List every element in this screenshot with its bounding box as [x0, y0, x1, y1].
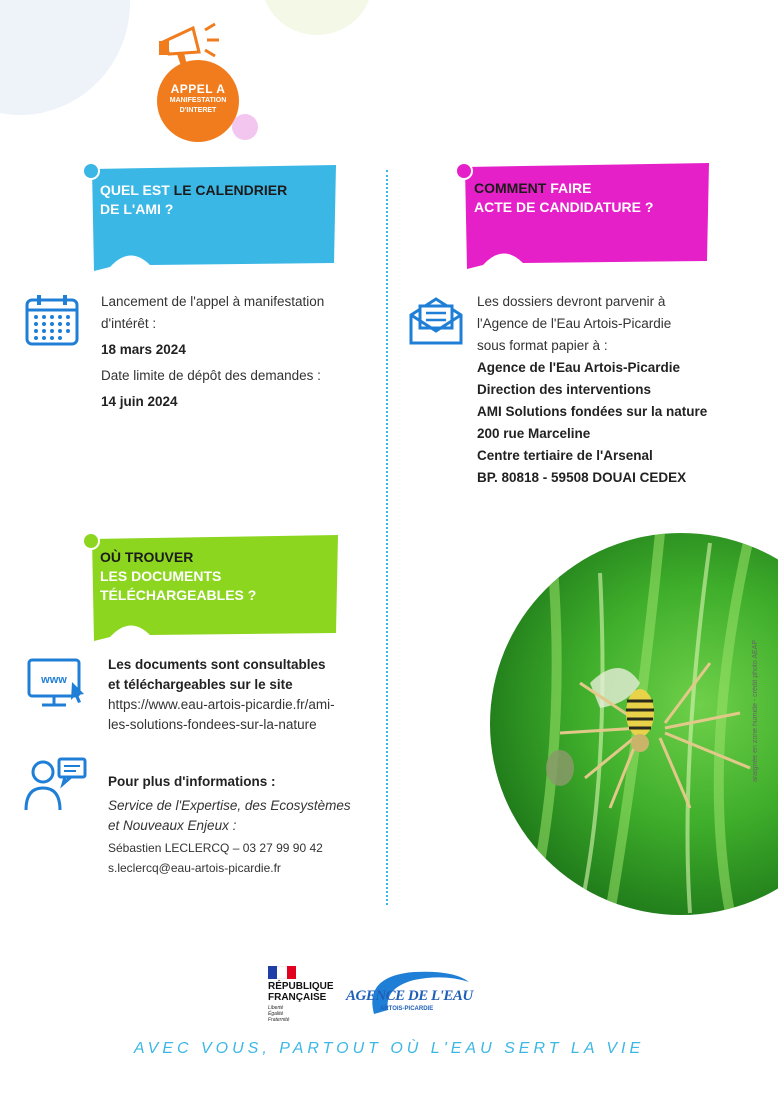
documents-body — [108, 655, 383, 735]
decor-circle-left — [0, 0, 130, 115]
address-line4: 200 rue Marceline — [477, 426, 591, 441]
calendar-icon — [24, 292, 80, 348]
contact-icon — [23, 756, 89, 814]
documents-bold-line2: et téléchargeables sur le site — [108, 677, 293, 692]
address-line1: Agence de l'Eau Artois-Picardie — [477, 360, 681, 375]
documents-url-line2[interactable]: les-solutions-fondees-sur-la-nature — [108, 717, 317, 732]
decor-pink-dot — [232, 114, 258, 140]
launch-date: 18 mars 2024 — [101, 342, 186, 357]
website-icon — [26, 656, 90, 712]
spider-photo-art — [490, 533, 778, 915]
apply-intro-line1: Les dossiers devront parvenir à — [477, 294, 666, 309]
documents-title-line2: LES DOCUMENTS — [100, 568, 222, 584]
apply-intro-line2: l'Agence de l'Eau Artois-Picardie — [477, 316, 672, 331]
calendar-title-part1: QUEL EST — [100, 182, 170, 198]
address-line3: AMI Solutions fondées sur la nature — [477, 404, 708, 419]
badge-line1: APPEL A — [170, 82, 226, 96]
documents-title-line1: OÙ TROUVER — [100, 549, 194, 565]
motto1: Liberté — [268, 1005, 284, 1011]
contact-service-line2: et Nouveaux Enjeux : — [108, 818, 237, 833]
photo-credit: araignée en zone humide - crédit photo AEAP — [752, 640, 759, 783]
agence-logo-sub: ARTOIS-PICARDIE — [380, 1006, 434, 1012]
address-line2: Direction des interventions — [477, 382, 652, 397]
calendar-title-part3: DE L'AMI ? — [100, 201, 174, 217]
contact-body — [108, 772, 383, 878]
apply-title-part2: FAIRE — [550, 180, 592, 196]
envelope-icon — [407, 295, 465, 347]
republique-line2: FRANÇAISE — [268, 992, 327, 1003]
apply-intro-line3: sous format papier à : — [477, 338, 608, 353]
spider-photo — [490, 533, 778, 915]
documents-title-line3: TÉLÉCHARGEABLES ? — [100, 587, 257, 603]
motto2: Égalité — [268, 1011, 284, 1017]
deadline-date: 14 juin 2024 — [101, 394, 178, 409]
motto3: Fraternité — [268, 1017, 290, 1023]
svg-text:www: www — [41, 674, 67, 686]
decor-circle-right — [262, 0, 372, 35]
marianne-flag — [268, 966, 296, 979]
calendar-tab-dot — [82, 162, 100, 180]
deadline-label: Date limite de dépôt des demandes : — [101, 368, 321, 383]
republique-line1: RÉPUBLIQUE — [268, 981, 334, 992]
apply-title-part3: ACTE DE CANDIDATURE ? — [474, 199, 654, 215]
apply-body — [477, 291, 772, 489]
documents-url-line1[interactable]: https://www.eau-artois-picardie.fr/ami- — [108, 697, 335, 712]
badge-line2: MANIFESTATION — [169, 97, 227, 104]
documents-bold-line1: Les documents sont consultables — [108, 657, 326, 672]
calendar-title-part2: LE CALENDRIER — [173, 182, 288, 198]
contact-service-line1: Service de l'Expertise, des Ecosystèmes — [108, 798, 351, 813]
apply-title-part1: COMMENT — [474, 180, 547, 196]
column-separator — [386, 170, 388, 905]
documents-tab-dot — [82, 532, 100, 550]
calendar-body — [101, 291, 381, 413]
republique-francaise-logo — [268, 966, 343, 1023]
footer-tagline: AVEC VOUS, PARTOUT OÙ L'EAU SERT LA VIE — [133, 1040, 645, 1057]
launch-label-line1: Lancement de l'appel à manifestation — [101, 294, 325, 309]
badge-line3: D'INTERET — [179, 107, 217, 114]
contact-name-phone: Sébastien LECLERCQ – 03 27 99 90 42 — [108, 841, 323, 855]
contact-email[interactable]: s.leclercq@eau-artois-picardie.fr — [108, 861, 281, 875]
apply-tab-dot — [455, 162, 473, 180]
address-line6: BP. 80818 - 59508 DOUAI CEDEX — [477, 470, 687, 485]
address-line5: Centre tertiaire de l'Arsenal — [477, 448, 653, 463]
contact-heading: Pour plus d'informations : — [108, 774, 276, 789]
launch-label-line2: d'intérêt : — [101, 316, 157, 331]
agence-logo-text: AGENCE DE L'EAU — [346, 988, 473, 1004]
ami-badge — [157, 60, 239, 142]
